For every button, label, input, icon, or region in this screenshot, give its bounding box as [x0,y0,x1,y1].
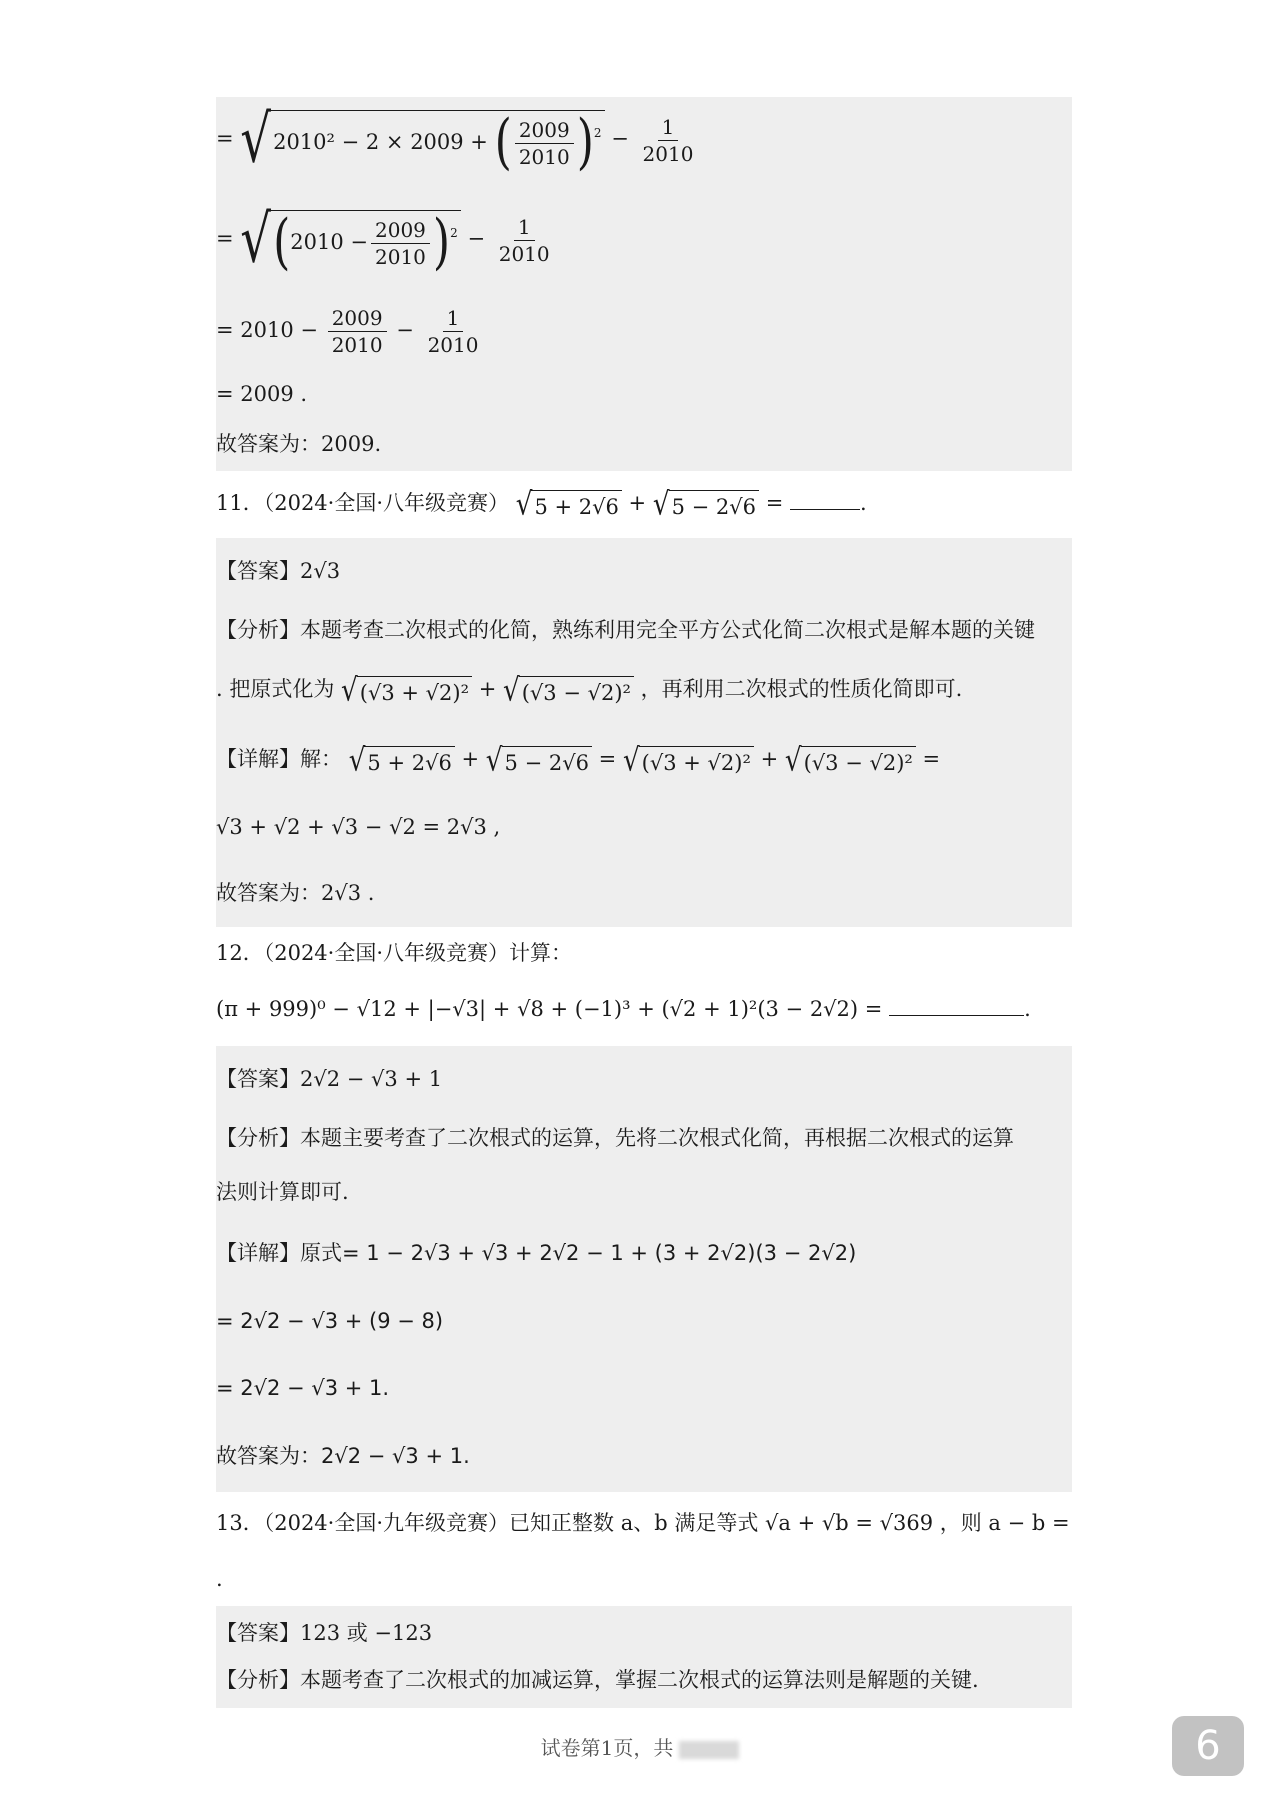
q11-answer: 【答案】2√3 [216,559,341,583]
redacted-text [679,1741,739,1759]
q11-detail-line2: √3 + √2 + √3 − √2 = 2√3 , [216,815,501,839]
q12-answer: 【答案】2√2 − √3 + 1 [216,1067,443,1091]
solution-block-q12 [216,1046,1072,1492]
answer-blank [790,509,860,510]
q12-analysis: 【分析】本题主要考查了二次根式的运算，先将二次根式化简，再根据二次根式的运算 [216,1126,1014,1150]
q13-answer: 【答案】123 或 −123 [216,1621,433,1645]
q12-analysis-cont: 法则计算即可. [216,1180,349,1204]
q10-eq4: = 2009 . [216,382,308,406]
q12-detail-line2: = 2√2 − √3 + (9 − 8) [216,1309,444,1333]
q10-eq3: = 2010 − $\frac{2009}{2010}$ − $\frac{1}{2010}$ [216,306,479,357]
q11-stem: 11．（2024·全国·八年级竞赛） √5 + 2√6 + √5 − 2√6 = . [216,487,867,523]
q11-analysis: 【分析】本题考查二次根式的化简，熟练利用完全平方公式化简二次根式是解本题的关键 [216,618,1035,642]
q10-conclusion: 故答案为：2009. [216,432,382,456]
radical: √2010² − 2 × 2009 + ( $\frac{2009}{2010}$ )$^2$ [240,110,604,170]
q13-stem-end: . [216,1567,223,1591]
q12-stem: 12．（2024·全国·八年级竞赛）计算： [216,941,573,965]
q12-detail: 【详解】原式= 1 − 2√3 + √3 + 2√2 − 1 + (3 + 2√2)(3 − 2√2) [216,1241,857,1265]
q12-conclusion: 故答案为：2√2 − √3 + 1. [216,1444,470,1468]
q13-stem: 13．（2024·全国·九年级竞赛）已知正整数 a、b 满足等式 √a + √b = √369 ，则 a − b = [216,1511,1070,1535]
solution-block-q11 [216,538,1072,927]
radical: √(2010 − $\frac{2009}{2010}$ )$^2$ [240,210,460,270]
page-footer: 试卷第1页，共 [0,1732,1280,1761]
q12-expression: (π + 999)⁰ − √12 + |−√3| + √8 + (−1)³ + (√2 + 1)²(3 − 2√2) = . [216,997,1031,1021]
q13-analysis: 【分析】本题考查了二次根式的加减运算，掌握二次根式的运算法则是解题的关键. [216,1668,979,1692]
answer-blank [889,1015,1024,1016]
q10-eq1: = √2010² − 2 × 2009 + ( $\frac{2009}{2010}$ )$^2$ − $\frac{1}{2010}$ [216,102,694,178]
q11-analysis-cont: . 把原式化为 √(√3 + √2)² + √(√3 − √2)² ，再利用二次根式的性质化简即可. [216,673,963,709]
page-number-badge[interactable]: 6 [1172,1716,1244,1776]
q10-eq2: = √(2010 − $\frac{2009}{2010}$ )$^2$ − $\frac{1}{2010}$ [216,202,550,278]
q11-detail: 【详解】解： √5 + 2√6 + √5 − 2√6 = √(√3 + √2)² + √(√3 − √2)² = [216,743,941,779]
q11-conclusion: 故答案为：2√3 . [216,881,375,905]
q12-detail-line3: = 2√2 − √3 + 1. [216,1376,390,1400]
